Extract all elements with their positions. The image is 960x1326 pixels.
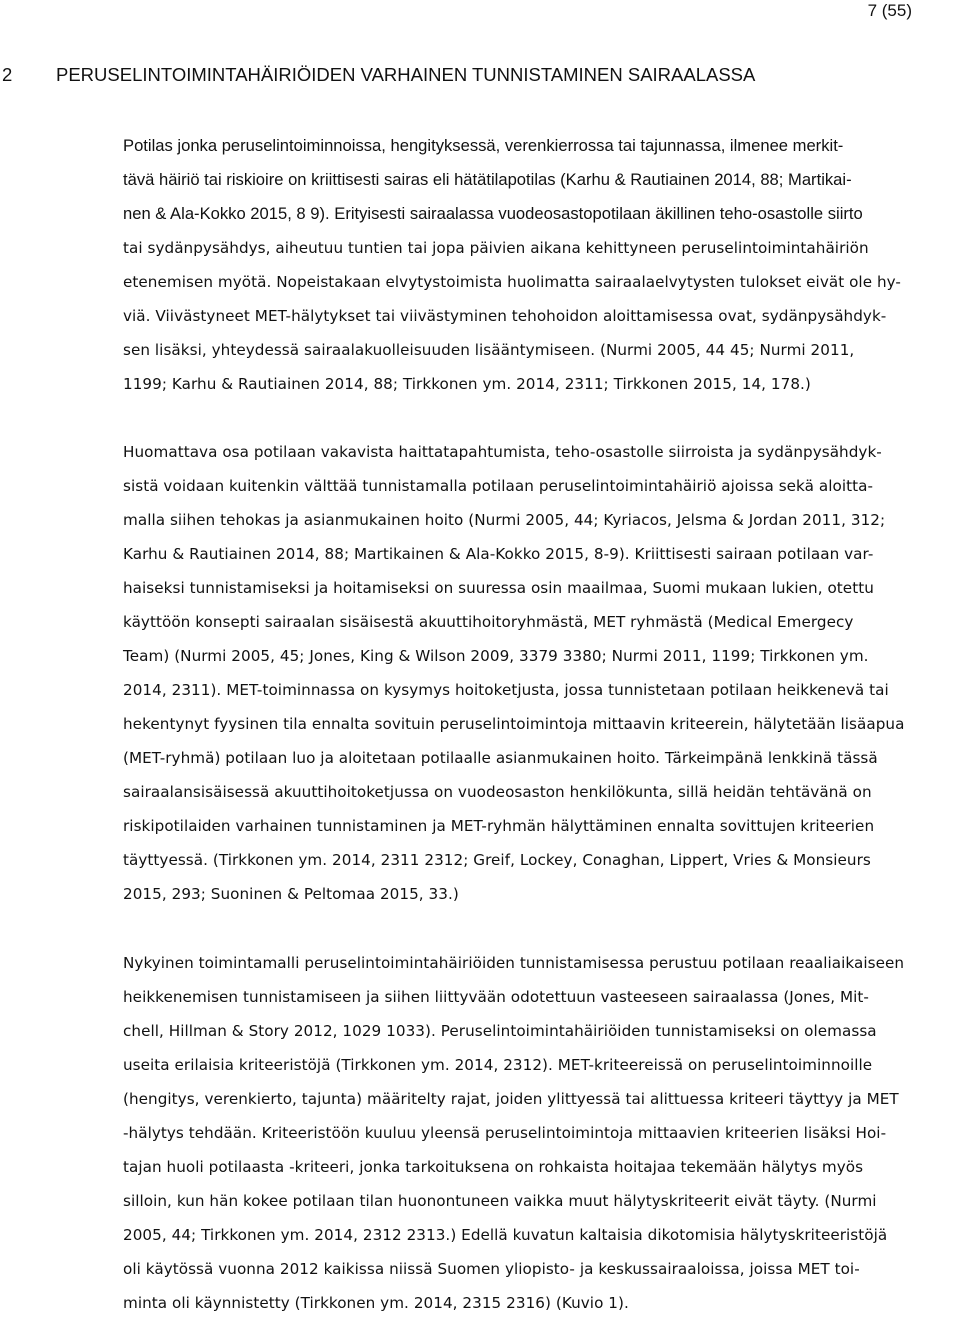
paragraph-line: -hälytys tehdään. Kriteeristöön kuuluu yleensä peruselintoimintoja mittaavien kriteerien lisäksi Hoi- — [123, 1124, 887, 1142]
paragraph-line: useita erilaisia kriteeristöjä (Tirkkonen ym. 2014, 2312). MET-kriteereissä on peruselintoiminnoille — [123, 1056, 873, 1074]
paragraph-line: täyttyessä. (Tirkkonen ym. 2014, 2311 2312; Greif, Lockey, Conaghan, Lippert, Vries & Monsieurs — [123, 851, 871, 869]
paragraph-line: tajan huoli potilaasta -kriteeri, jonka tarkoituksena on rohkaista hoitajaa tekemään hälytys myös — [123, 1158, 864, 1176]
paragraph-line: hekentynyt fyysinen tila ennalta sovituin peruselintoimintoja mittaavin kriteerein, hälytetään lisäapua — [123, 715, 905, 733]
paragraph-line: 1199; Karhu & Rautiainen 2014, 88; Tirkkonen ym. 2014, 2311; Tirkkonen 2015, 14, 178.) — [123, 375, 811, 393]
paragraph-line: sairaalansisäisessä akuuttihoitoketjussa on vuodeosaston henkilökunta, sillä heidän tehtävänä on — [123, 783, 872, 801]
paragraph-line: etenemisen myötä. Nopeistakaan elvytystoimista huolimatta sairaalaelvytysten tulokset eivät ole hy- — [123, 273, 901, 291]
paragraph-line: minta oli käynnistetty (Tirkkonen ym. 2014, 2315 2316) (Kuvio 1). — [123, 1294, 629, 1312]
paragraph-line: käyttöön konsepti sairaalan sisäisestä akuuttihoitoryhmästä, MET ryhmästä (Medical Emergecy — [123, 613, 854, 631]
paragraph-line: sen lisäksi, yhteydessä sairaalakuolleisuuden lisääntymiseen. (Nurmi 2005, 44 45; Nurmi 2011, — [123, 341, 855, 359]
paragraph-line: Team) (Nurmi 2005, 45; Jones, King & Wilson 2009, 3379 3380; Nurmi 2011, 1199; Tirkkonen ym. — [123, 647, 869, 665]
paragraph-line: haiseksi tunnistamiseksi ja hoitamiseksi on suuressa osin maailmaa, Suomi mukaan lukien, otettu — [123, 579, 874, 597]
paragraph-line: heikkenemisen tunnistamiseen ja siihen liittyvään odotettuun vasteeseen sairaalassa (Jones, Mit- — [123, 988, 869, 1006]
paragraph-line: Karhu & Rautiainen 2014, 88; Martikainen & Ala-Kokko 2015, 8-9). Kriittisesti sairaan potilaan var- — [123, 545, 874, 563]
paragraph-line: Huomattava osa potilaan vakavista haittatapahtumista, teho-osastolle siirroista ja sydänpysähdyk- — [123, 443, 882, 461]
paragraph-line: 2005, 44; Tirkkonen ym. 2014, 2312 2313.) Edellä kuvatun kaltaisia dikotomisia hälytyskriteeristöjä — [123, 1226, 888, 1244]
paragraph-line: Nykyinen toimintamalli peruselintoimintahäiriöiden tunnistamisessa perustuu potilaan reaaliaikaiseen — [123, 954, 905, 972]
paragraph-3 — [123, 952, 960, 1326]
paragraph-line: nen & Ala-Kokko 2015, 8 9). Erityisesti sairaalassa vuodeosastopotilaan äkillinen teho-osastolle siirto — [123, 204, 863, 223]
paragraph-2 — [123, 441, 960, 917]
paragraph-line: (hengitys, verenkierto, tajunta) määritelty rajat, joiden ylittyessä tai alittuessa kriteeri täyttyy ja MET — [123, 1090, 899, 1108]
paragraph-line: 2015, 293; Suoninen & Peltomaa 2015, 33.) — [123, 885, 459, 903]
paragraph-line: 2014, 2311). MET-toiminnassa on kysymys hoitoketjusta, jossa tunnistetaan potilaan heikkenevä tai — [123, 681, 889, 699]
section-number: 2 — [2, 64, 13, 85]
paragraph-line: Potilas jonka peruselintoiminnoissa, hengityksessä, verenkierrossa tai tajunnassa, ilmenee merkit- — [123, 136, 844, 155]
paragraph-line: chell, Hillman & Story 2012, 1029 1033). Peruselintoimintahäiriöiden tunnistamiseksi on olemassa — [123, 1022, 877, 1040]
section-title: PERUSELINTOIMINTAHÄIRIÖIDEN VARHAINEN TUNNISTAMINEN SAIRAALASSA — [56, 64, 756, 85]
page-number: 7 (55) — [867, 1, 912, 20]
paragraph-line: riskipotilaiden varhainen tunnistaminen ja MET-ryhmän hälyttäminen ennalta sovittujen kriteerien — [123, 817, 875, 835]
paragraph-line: tävä häiriö tai riskioire on kriittisesti sairas eli hätätilapotilas (Karhu & Rautiainen 2014, 88; Martikai- — [123, 170, 852, 189]
paragraph-line: tai sydänpysähdys, aiheutuu tuntien tai jopa päivien aikana kehittyneen peruselintoimintahäiriön — [123, 239, 869, 257]
paragraph-1 — [123, 135, 960, 407]
paragraph-line: silloin, kun hän kokee potilaan tilan huonontuneen vaikka muut hälytyskriteerit eivät täyty. (Nurmi — [123, 1192, 877, 1210]
paragraph-line: (MET-ryhmä) potilaan luo ja aloitetaan potilaalle asianmukainen hoito. Tärkeimpänä lenkkinä tässä — [123, 749, 878, 767]
paragraph-line: oli käytössä vuonna 2012 kaikissa niissä Suomen yliopisto- ja keskussairaaloissa, joissa MET toi- — [123, 1260, 860, 1278]
paragraph-line: viä. Viivästyneet MET-hälytykset tai viivästyminen tehohoidon aloittamisessa ovat, sydänpysähdyk- — [123, 307, 887, 325]
paragraph-line: malla siihen tehokas ja asianmukainen hoito (Nurmi 2005, 44; Kyriacos, Jelsma & Jordan 2011, 312; — [123, 511, 886, 529]
paragraph-line: sistä voidaan kuitenkin välttää tunnistamalla potilaan peruselintoimintahäiriö ajoissa sekä aloitta- — [123, 477, 873, 495]
